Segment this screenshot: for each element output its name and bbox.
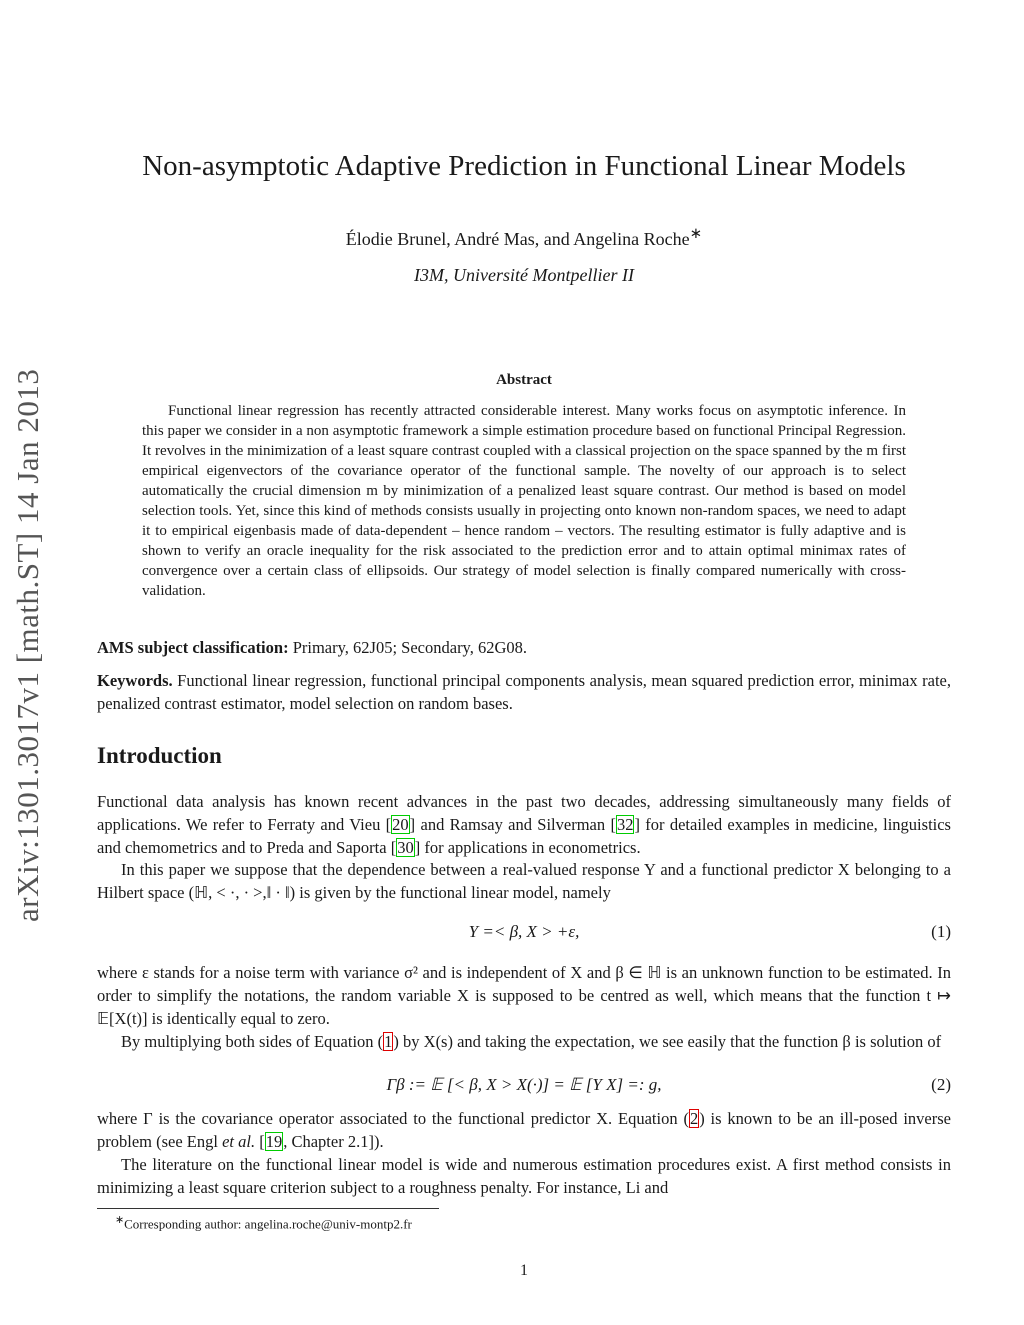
text-segment-italic: et al. — [222, 1132, 256, 1151]
intro-paragraph-5 — [97, 1107, 951, 1153]
footnote-mark: ∗ — [115, 1214, 125, 1226]
equation-ref-2[interactable]: 2 — [689, 1109, 699, 1128]
text-segment: and Ramsay and Silverman — [415, 815, 611, 834]
citation-link-32[interactable]: 32 — [616, 815, 634, 834]
footnote-divider — [97, 1208, 439, 1209]
equation-ref-1[interactable]: 1 — [384, 1032, 393, 1051]
authors — [97, 224, 951, 250]
equation-1-expression: Y =< β, X > +ε, — [468, 922, 580, 941]
ams-label: AMS subject classification: — [97, 638, 289, 657]
text-segment: , Chapter 2.1]). — [283, 1132, 384, 1151]
abstract-text: Functional linear regression has recently attracted considerable interest. Many works focus on asymptotic inference. In this paper we consider in a non asymptotic framework a simple estimation procedure based on functional Principal Regression. It revolves in the minimization of a least square contrast coupled with a classical projection on the space spanned by the m first empirical eigenvectors of the covariance operator of the functional sample. The novelty of our approach is to select automatically the crucial dimension m by minimization of a penalized least square contrast. Our method is based on model selection tools. Yet, since this kind of methods consists usually in projecting onto known non-random spaces, we need to adapt it to empirical eigenbasis made of data-dependent – hence random – vectors. The resulting estimator is fully adaptive and is shown to verify an oracle inequality for the risk associated to the prediction error and to attain optimal minimax rates of convergence over a certain class of ellipsoids. Our strategy of model selection is finally compared numerically with cross-validation. — [142, 403, 906, 599]
text-segment: By multiplying both sides of Equation ( — [121, 1032, 384, 1051]
intro-paragraph-2: In this paper we suppose that the dependence between a real-valued response Y and a functional predictor X belonging to a Hilbert space (ℍ, < ·, · >,‖ · ‖) is given by the functional linear model, namely — [97, 860, 951, 902]
corresponding-mark: ∗ — [689, 226, 703, 242]
footnote-text: Corresponding author: angelina.roche@univ-montp2.fr — [124, 1216, 412, 1232]
text-segment: Functional data analysis has known recent advances in the past two decades, addressing simultaneously many fields of applications. We refer to Ferraty and Vieu — [97, 792, 951, 834]
keywords-label: Keywords. — [97, 671, 173, 690]
section-title-introduction: Introduction — [97, 743, 222, 768]
paper-title: Non-asymptotic Adaptive Prediction in Functional Linear Models — [142, 150, 906, 182]
page-number: 1 — [520, 1262, 528, 1279]
keywords-text: Functional linear regression, functional principal components analysis, mean squared prediction error, minimax rate, penalized contrast estimator, model selection on random bases. — [97, 671, 952, 713]
arxiv-stamp: arXiv:1301.3017v1 [math.ST] 14 Jan 2013 — [10, 368, 45, 922]
ams-classification — [97, 638, 951, 658]
citation-link-19[interactable]: 19 — [265, 1132, 283, 1151]
text-segment: [ — [255, 1132, 265, 1151]
text-segment: for applications in econometrics. — [420, 838, 641, 857]
intro-paragraph-4 — [97, 1030, 951, 1053]
text-segment: for detailed examples in medicine, linguistics and chemometrics and to Preda and Saporta — [97, 815, 951, 857]
equation-2-expression: Γβ := 𝔼 [< β, X > X(·)] = 𝔼 [Y X] =: g, — [386, 1075, 662, 1094]
text-segment: ) is known to be an ill-posed inverse problem (see Engl — [97, 1109, 951, 1151]
affiliation: I3M, Université Montpellier II — [414, 265, 634, 285]
footnote — [115, 1213, 412, 1232]
abstract-heading: Abstract — [496, 372, 552, 388]
citation-link-30[interactable]: 30 — [397, 838, 414, 857]
ams-text: Primary, 62J05; Secondary, 62G08. — [292, 638, 528, 657]
author-names: Élodie Brunel, André Mas, and Angelina Roche — [345, 229, 690, 249]
intro-paragraph-6: The literature on the functional linear model is wide and numerous estimation procedures exist. A first method consists in minimizing a least square criterion subject to a roughness penalty. For instance, Li and — [97, 1155, 951, 1197]
intro-paragraph-3: where ε stands for a noise term with variance σ² and is independent of X and β ∈ ℍ is an unknown function to be estimated. In order to simplify the notations, the random variable X is supposed to be centred as well, which means that the function t ↦ 𝔼[X(t)] is identically equal to zero. — [97, 963, 951, 1028]
equation-1-number: (1) — [931, 922, 951, 941]
intro-paragraph-1: Functional data analysis has known recent advances in the past two decades, addressing simultaneously many fields of applications. We refer to Ferraty and Vieu [20] and Ramsay and Silverman [32] for detailed examples in medicine, linguistics and chemometrics and to Preda and Saporta [30] for applications in econometrics. — [97, 792, 951, 857]
text-segment: where Γ is the covariance operator associated to the functional predictor X. Equation ( — [97, 1109, 689, 1128]
equation-2 — [97, 1075, 951, 1099]
equation-1 — [97, 922, 951, 946]
text-segment: ) by X(s) and taking the expectation, we see easily that the function β is solution of — [393, 1032, 942, 1051]
equation-2-number: (2) — [931, 1075, 951, 1094]
citation-link-20[interactable]: 20 — [392, 815, 409, 834]
keywords — [97, 669, 951, 715]
